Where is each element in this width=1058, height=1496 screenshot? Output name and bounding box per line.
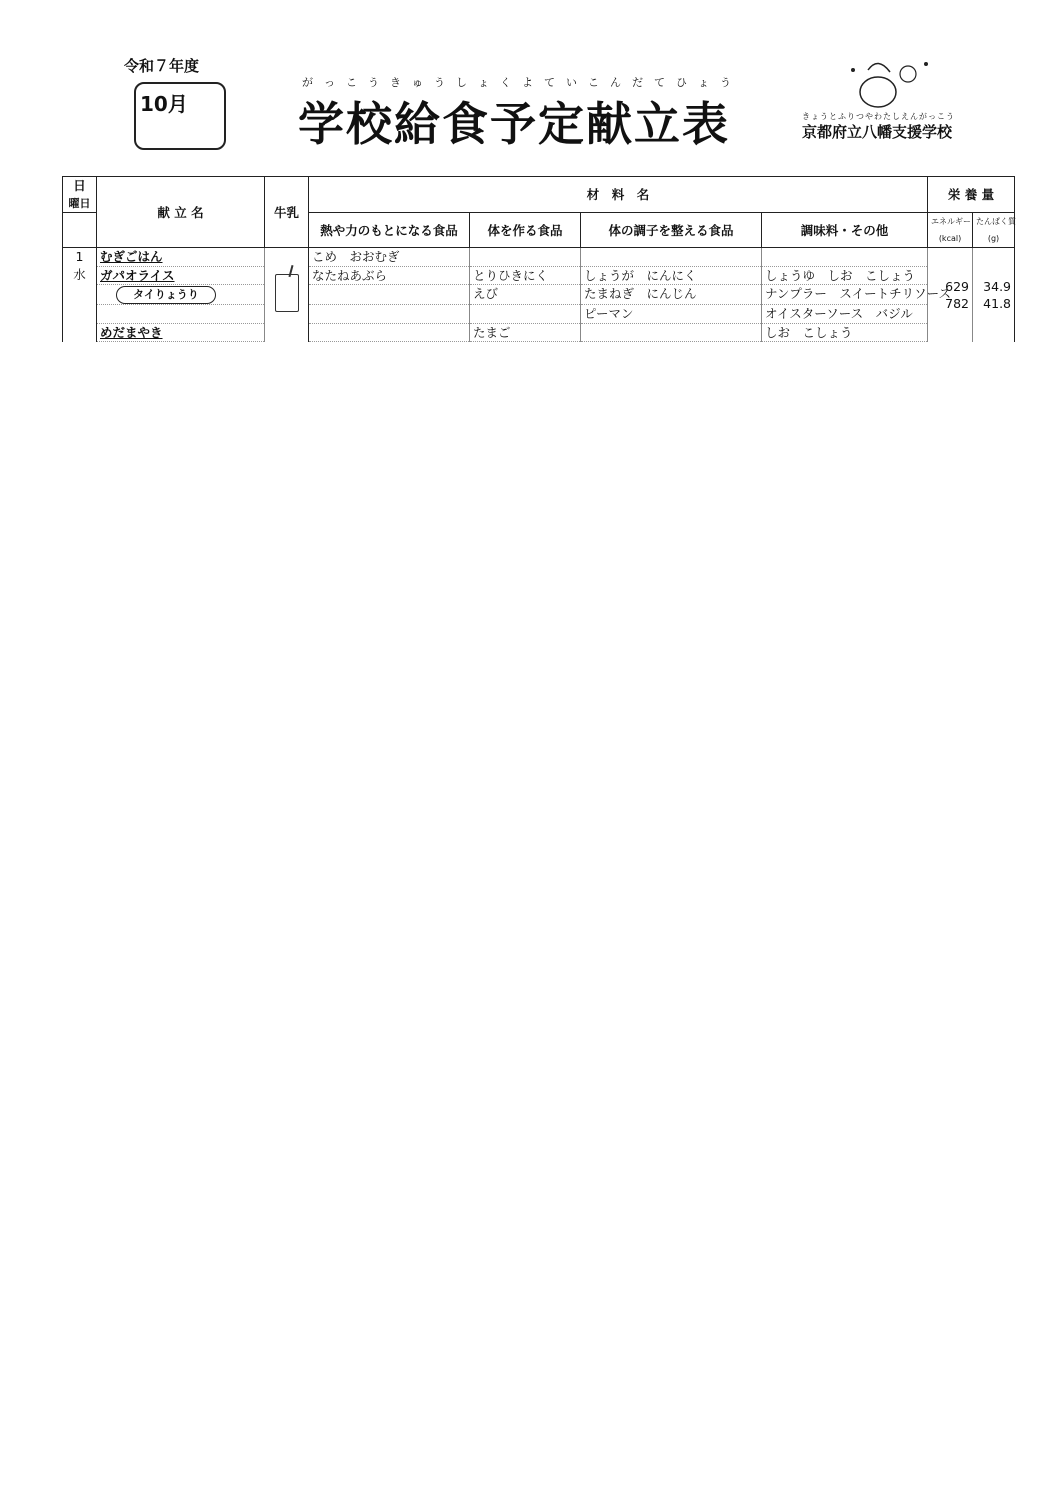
table-row bbox=[63, 323, 1015, 342]
school-year: 令和７年度 bbox=[124, 57, 200, 75]
regulate-food-header: 体の調子を整える食品 bbox=[581, 213, 762, 248]
protein-amount: 34.9 bbox=[983, 278, 1012, 294]
ingredients-header: 材 料 名 bbox=[309, 177, 928, 213]
school-ruby: きょうとふりつやわたしえんがっこう bbox=[802, 112, 955, 121]
table-row bbox=[63, 248, 1015, 267]
regulate-food bbox=[581, 323, 762, 342]
menu-name-header: 献 立 名 bbox=[97, 177, 265, 248]
table-row bbox=[63, 305, 1015, 324]
regulate-food: しょうが にんにく bbox=[581, 266, 762, 285]
table-row bbox=[63, 285, 1015, 305]
energy-food bbox=[309, 323, 470, 342]
milk-cell bbox=[265, 248, 309, 342]
body-food bbox=[470, 248, 581, 267]
day-header: 日 曜日 bbox=[63, 177, 97, 213]
menu-body bbox=[63, 248, 1015, 342]
month-label: 10月 bbox=[140, 92, 188, 116]
dish-name bbox=[97, 305, 265, 324]
energy-header: エネルギー (kcal) bbox=[928, 213, 973, 248]
kcal-amount: 629 bbox=[945, 278, 970, 294]
regulate-food bbox=[581, 248, 762, 267]
seasoning bbox=[762, 248, 928, 267]
note-bubble: タイりょうり bbox=[116, 286, 216, 304]
body-food: たまご bbox=[470, 323, 581, 342]
pumpkin-ghost-icon bbox=[838, 52, 938, 112]
dish-name: めだまやき bbox=[97, 323, 265, 342]
day-cell bbox=[63, 285, 97, 305]
regulate-food: たまねぎ にんじん bbox=[581, 285, 762, 305]
regulate-food: ピーマン bbox=[581, 305, 762, 324]
energy-food: なたねあぶら bbox=[309, 266, 470, 285]
seasoning: ナンプラー スイートチリソース bbox=[762, 285, 928, 305]
seasoning-header: 調味料・その他 bbox=[762, 213, 928, 248]
protein-value bbox=[973, 248, 1015, 342]
seasoning: しょうゆ しお こしょう bbox=[762, 266, 928, 285]
milk-carton-icon bbox=[275, 274, 299, 312]
page-title: 学校給食予定献立表 bbox=[298, 97, 730, 151]
energy-food-header: 熱や力のもとになる食品 bbox=[309, 213, 470, 248]
energy-food bbox=[309, 305, 470, 324]
school-name: 京都府立八幡支援学校 bbox=[802, 123, 953, 141]
milk-header: 牛乳 bbox=[265, 177, 309, 248]
seasoning: しお こしょう bbox=[762, 323, 928, 342]
seasoning: オイスターソース バジル bbox=[762, 305, 928, 324]
day-number: 1 bbox=[63, 248, 97, 267]
nutrition-header: 栄 養 量 bbox=[928, 177, 1015, 213]
energy-food bbox=[309, 285, 470, 305]
day-cell bbox=[63, 323, 97, 342]
body-food-header: 体を作る食品 bbox=[470, 213, 581, 248]
dish-name: ガパオライス bbox=[97, 266, 265, 285]
weekday: 水 bbox=[63, 266, 97, 285]
protein-amount: 41.8 bbox=[983, 295, 1012, 311]
kcal-amount: 782 bbox=[945, 295, 970, 311]
dish-name: むぎごはん bbox=[97, 248, 265, 267]
weekday-header bbox=[63, 213, 97, 248]
title-ruby: がっこうきゅうしょくよていこんだてひょう bbox=[302, 76, 742, 89]
protein-header: たんぱく質 (g) bbox=[973, 213, 1015, 248]
day-cell bbox=[63, 305, 97, 324]
body-food: えび bbox=[470, 285, 581, 305]
body-food: とりひきにく bbox=[470, 266, 581, 285]
table-row bbox=[63, 266, 1015, 285]
dish-name bbox=[97, 285, 265, 305]
menu-table bbox=[62, 176, 1015, 342]
body-food bbox=[470, 305, 581, 324]
energy-food: こめ おおむぎ bbox=[309, 248, 470, 267]
